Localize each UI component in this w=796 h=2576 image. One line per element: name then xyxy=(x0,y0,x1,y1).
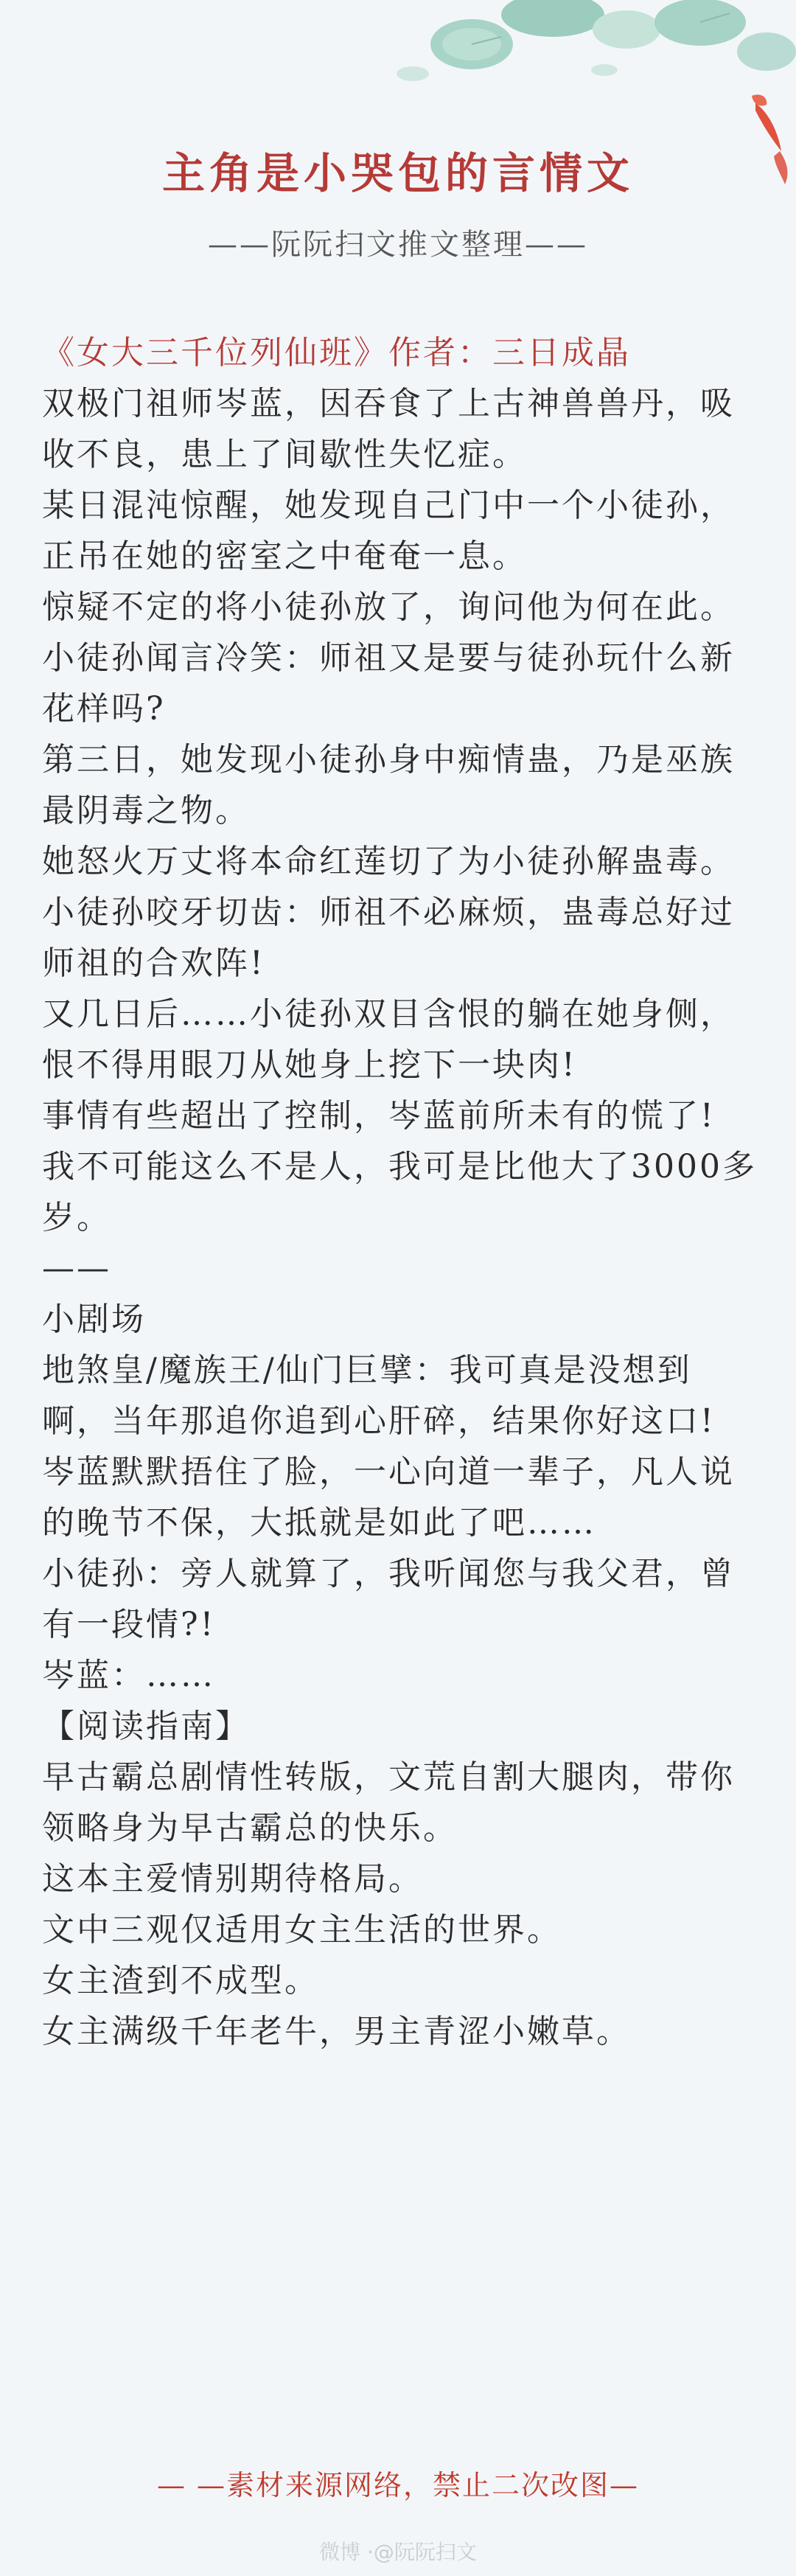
paragraph: 小徒孙咬牙切齿：师祖不必麻烦，蛊毒总好过师祖的合欢阵! xyxy=(42,894,735,982)
paragraph: 双极门祖师岑蓝，因吞食了上古神兽兽丹，吸收不良，患上了间歇性失忆症。 xyxy=(42,385,735,473)
page-subtitle: ——阮阮扫文推文整理—— xyxy=(208,228,588,262)
source-note: — —素材来源网络，禁止二次改图— xyxy=(156,2469,640,2502)
paragraph: 早古霸总剧情性转版，文荒自割大腿肉，带你领略身为早古霸总的快乐。 xyxy=(42,1758,735,1847)
paragraph: 地煞皇/魔族王/仙门巨擘：我可真是没想到啊，当年那追你追到心肝碎，结果你好这口! xyxy=(42,1351,716,1440)
paragraph: 我不可能这么不是人，我可是比他大了3000多岁。 xyxy=(42,1148,757,1236)
paragraph: 她怒火万丈将本命红莲切了为小徒孙解蛊毒。 xyxy=(42,843,735,880)
paragraph: 某日混沌惊醒，她发现自己门中一个小徒孙，正吊在她的密室之中奄奄一息。 xyxy=(42,487,735,575)
book-title-author: 《女大三千位列仙班》作者：三日成晶 xyxy=(42,334,631,372)
paragraph: 这本主爱情别期待格局。 xyxy=(42,1860,423,1898)
paragraph: 又几日后……小徒孙双目含恨的躺在她身侧，恨不得用眼刀从她身上挖下一块肉! xyxy=(42,995,735,1084)
paragraph: 惊疑不定的将小徒孙放了，询问他为何在此。 xyxy=(42,588,735,626)
paragraph: 小徒孙闻言冷笑：师祖又是要与徒孙玩什么新花样吗? xyxy=(42,639,735,728)
paragraph: 事情有些超出了控制，岑蓝前所未有的慌了! xyxy=(42,1097,716,1135)
paragraph: 岑蓝默默捂住了脸，一心向道一辈子，凡人说的晚节不保，大抵就是如此了吧…… xyxy=(42,1453,735,1542)
section-heading: 【阅读指南】 xyxy=(42,1708,250,1745)
book-recommendation xyxy=(42,327,757,2057)
watermark: 微博 ·@阮阮扫文 xyxy=(319,2540,477,2564)
paragraph: 女主满级千年老牛，男主青涩小嫩草。 xyxy=(42,2013,631,2050)
divider-dash: —— xyxy=(42,1250,111,1287)
paragraph: 第三日，她发现小徒孙身中痴情蛊，乃是巫族最阴毒之物。 xyxy=(42,741,735,829)
page-title: 主角是小哭包的言情文 xyxy=(161,148,634,198)
paragraph: 小徒孙：旁人就算了，我听闻您与我父君，曾有一段情?! xyxy=(42,1555,735,1643)
section-heading: 小剧场 xyxy=(42,1301,146,1338)
paragraph: 岑蓝：…… xyxy=(42,1657,215,1694)
paragraph: 女主渣到不成型。 xyxy=(42,1962,319,1999)
paragraph: 文中三观仅适用女主生活的世界。 xyxy=(42,1911,562,1949)
